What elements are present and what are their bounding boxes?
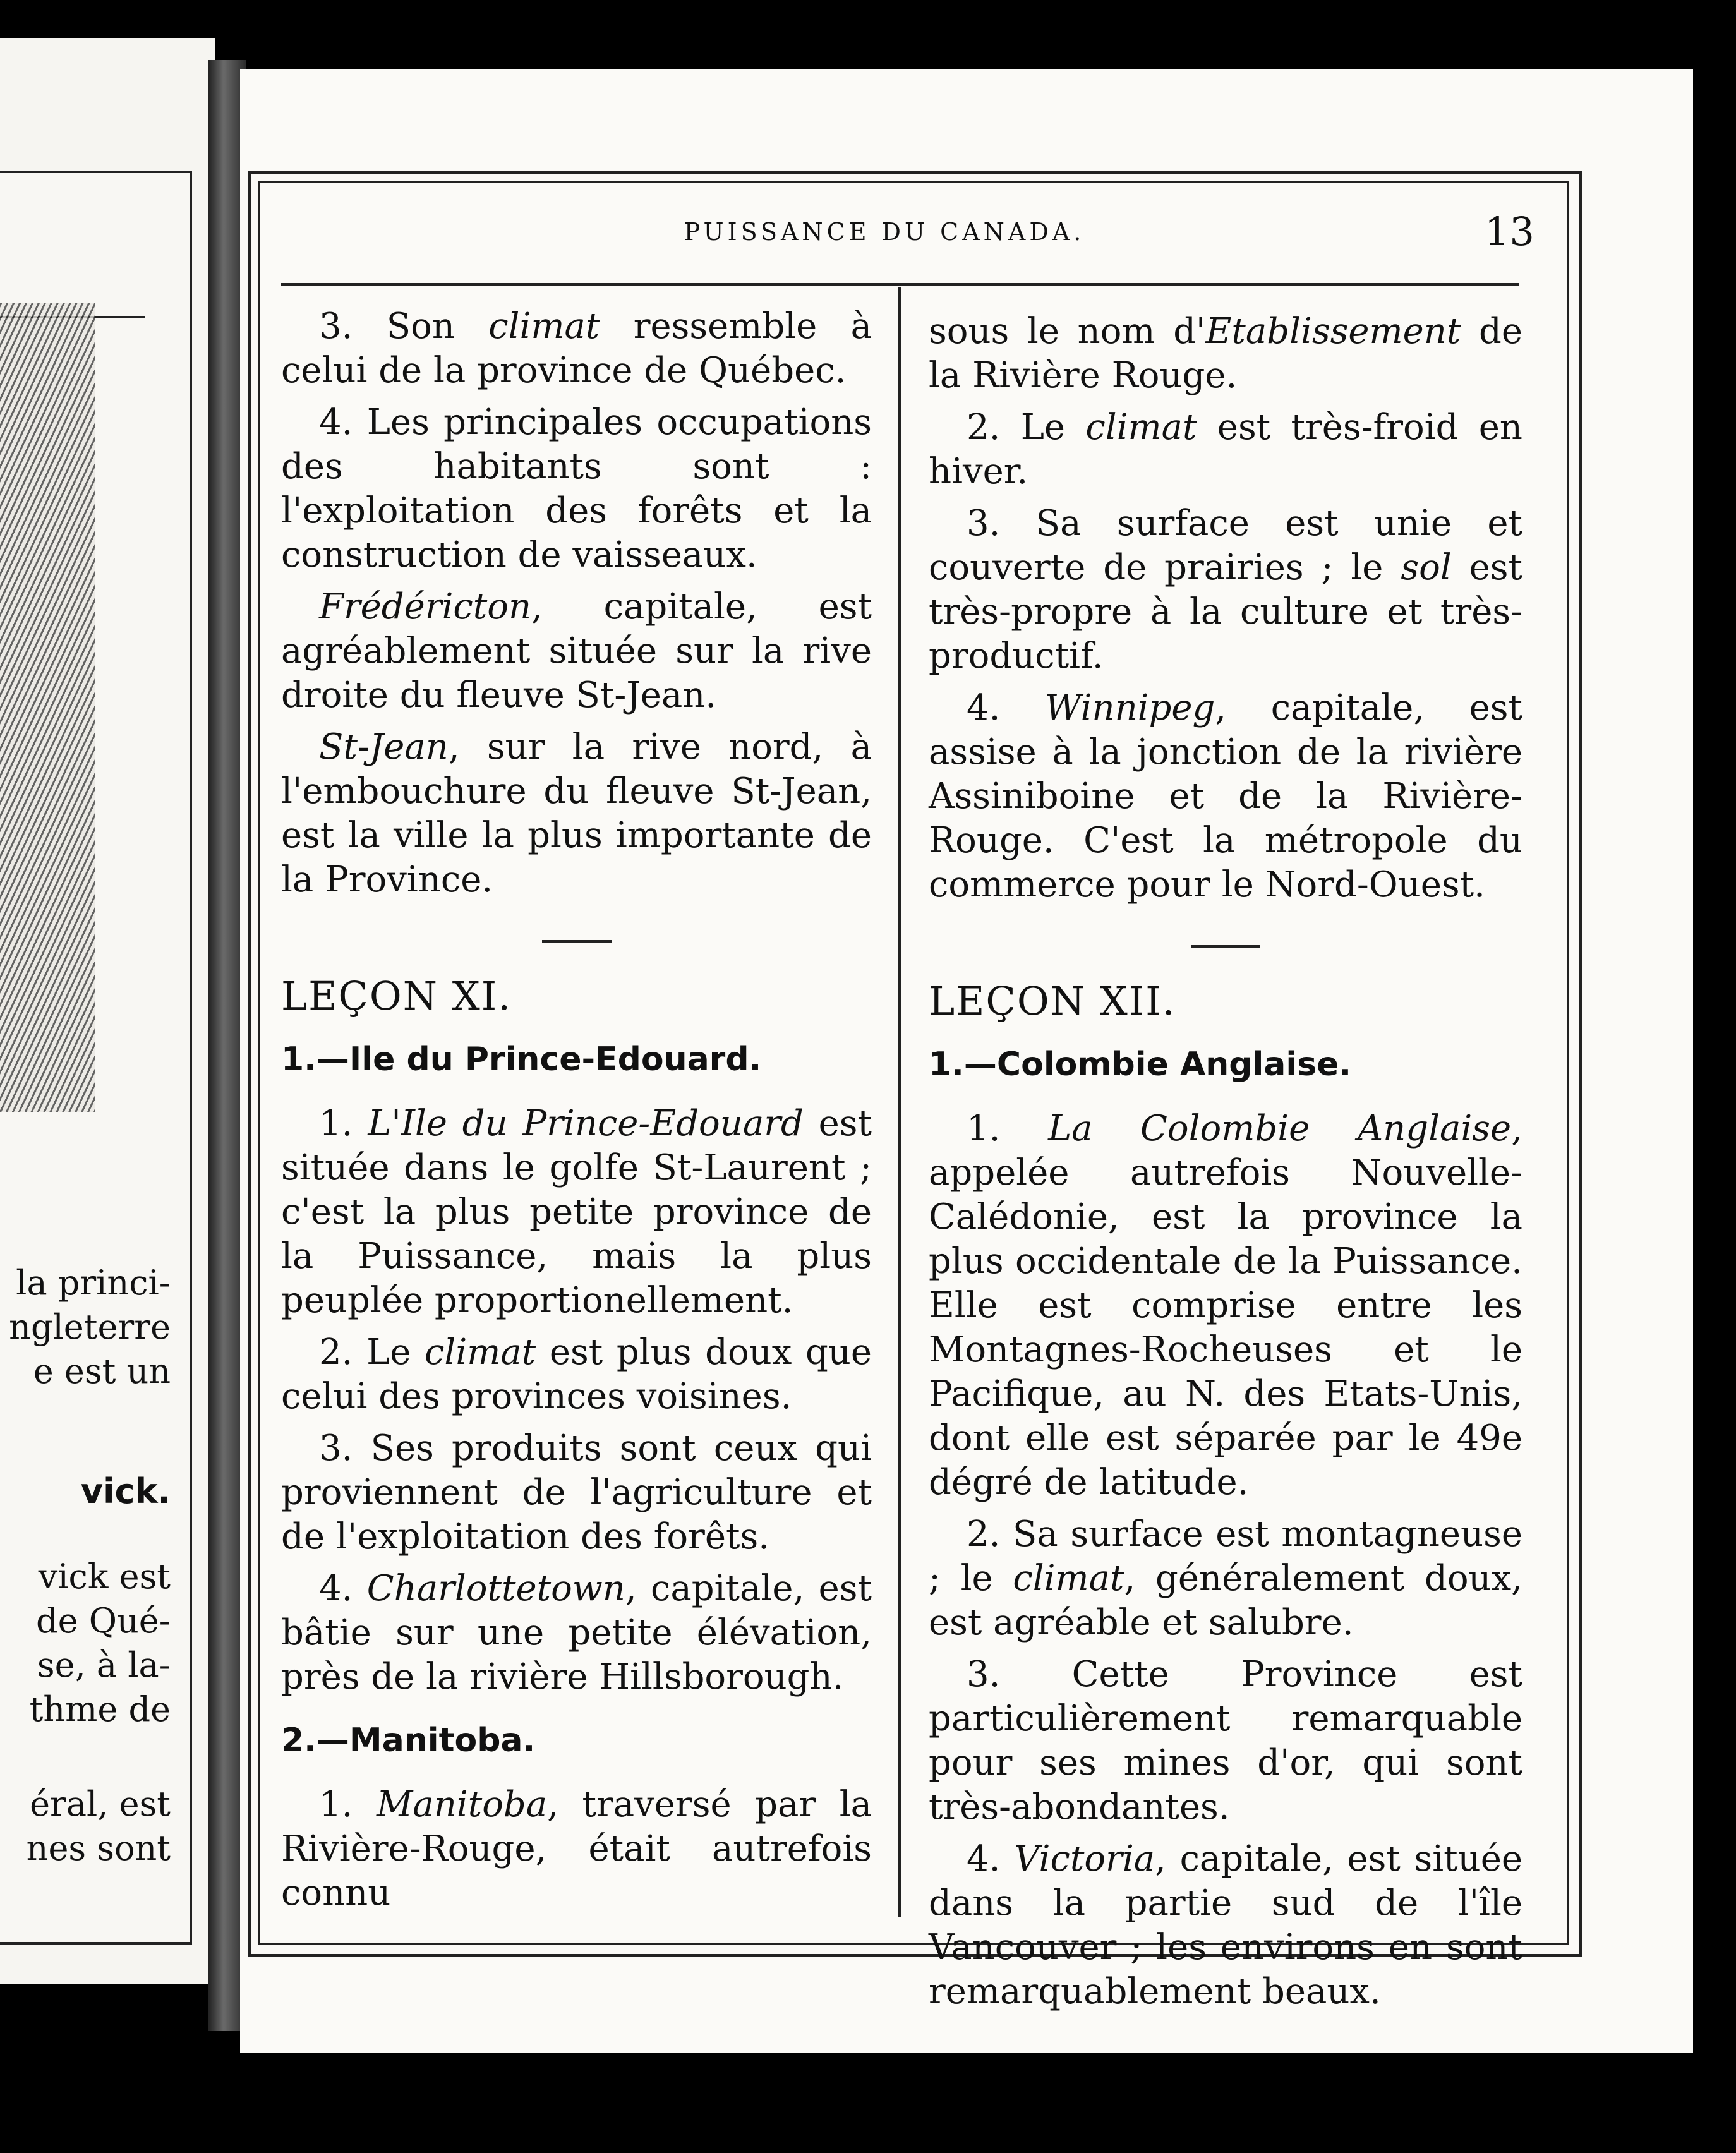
header-rule — [281, 283, 1519, 286]
paragraph: 4. Les principales occupations des habitants sont : l'exploitation des forêts et la construction de vaisseaux. — [281, 402, 872, 576]
lesson-title: LEÇON XII. — [929, 978, 1176, 1024]
paragraph: 4. Winnipeg, capitale, est assise à la jonction de la rivière Assiniboine et de la Rivière-Rouge. C'est la métropole du commerce pour le Nord-Ouest. — [929, 687, 1522, 905]
facing-text-line: vick. — [80, 1471, 171, 1511]
paragraph: 4. Charlottetown, capitale, est bâtie sur une petite élévation, près de la rivière Hillsborough. — [281, 1568, 872, 1698]
paragraph: 1. L'Ile du Prince-Edouard est située dans le golfe St-Laurent ; c'est la plus petite province de la Puissance, mais la plus peuplée proportionellement. — [281, 1103, 872, 1321]
column-divider — [898, 287, 901, 1917]
facing-text-line: e est un — [33, 1351, 171, 1391]
paragraph: 1. Manitoba, traversé par la Rivière-Rouge, était autrefois connu — [281, 1784, 872, 1914]
right-column — [929, 310, 1522, 2014]
paragraph: 2. Le climat est plus doux que celui des provinces voisines. — [281, 1332, 872, 1417]
facing-text-line: de Qué- — [36, 1601, 171, 1641]
section-heading: 1.—Colombie Anglaise. — [929, 1046, 1352, 1083]
facing-text-line: éral, est — [30, 1784, 171, 1824]
paragraph: St-Jean, sur la rive nord, à l'embouchure du fleuve St-Jean, est la ville la plus importante de la Province. — [281, 727, 872, 900]
page-number: 13 — [1485, 208, 1534, 255]
paragraph: 3. Son climat ressemble à celui de la province de Québec. — [281, 306, 872, 391]
facing-text-line: thme de — [29, 1689, 171, 1729]
paragraph: Frédéricton, capitale, est agréablement située sur la rive droite du fleuve St-Jean. — [281, 586, 872, 716]
paragraph: 1. La Colombie Anglaise, appelée autrefois Nouvelle-Calédonie, est la province la plus occidentale de la Puissance. Elle est comprise entre les Montagnes-Rocheuses et le Pacifique, au N. des Etats-Unis, dont elle est séparée par le 49e dégré de latitude. — [929, 1108, 1522, 1503]
paragraph: 3. Ses produits sont ceux qui proviennent de l'agriculture et de l'exploitation des forêts. — [281, 1428, 872, 1557]
section-heading: 1.—Ile du Prince-Edouard. — [281, 1040, 762, 1078]
paragraph: 2. Sa surface est montagneuse ; le climat, généralement doux, est agréable et salubre. — [929, 1514, 1522, 1643]
facing-page-illustration — [0, 303, 95, 1112]
paragraph-continued: sous le nom d'Etablissement de la Rivière Rouge. — [929, 311, 1522, 396]
facing-text-line: nes sont — [26, 1828, 171, 1868]
facing-text-line: se, à la- — [37, 1645, 171, 1685]
running-title: PUISSANCE DU CANADA. — [684, 218, 1085, 246]
paragraph: 2. Le climat est très-froid en hiver. — [929, 407, 1522, 492]
paragraph: 4. Victoria, capitale, est située dans la partie sud de l'île Vancouver ; les environs en sont remarquablement beaux. — [929, 1838, 1522, 2012]
facing-text-line: ngleterre — [9, 1307, 171, 1347]
facing-text-line: la princi- — [16, 1263, 171, 1303]
paragraph: 3. Cette Province est particulièrement remarquable pour ses mines d'or, qui sont très-abondantes. — [929, 1654, 1522, 1828]
left-column — [281, 297, 872, 1915]
lesson-title: LEÇON XI. — [281, 973, 512, 1019]
facing-page — [0, 38, 215, 1984]
paragraph: 3. Sa surface est unie et couverte de prairies ; le sol est très-propre à la culture et très-productif. — [929, 503, 1523, 677]
facing-text-line: vick est — [38, 1557, 171, 1596]
section-heading: 2.—Manitoba. — [281, 1722, 536, 1759]
